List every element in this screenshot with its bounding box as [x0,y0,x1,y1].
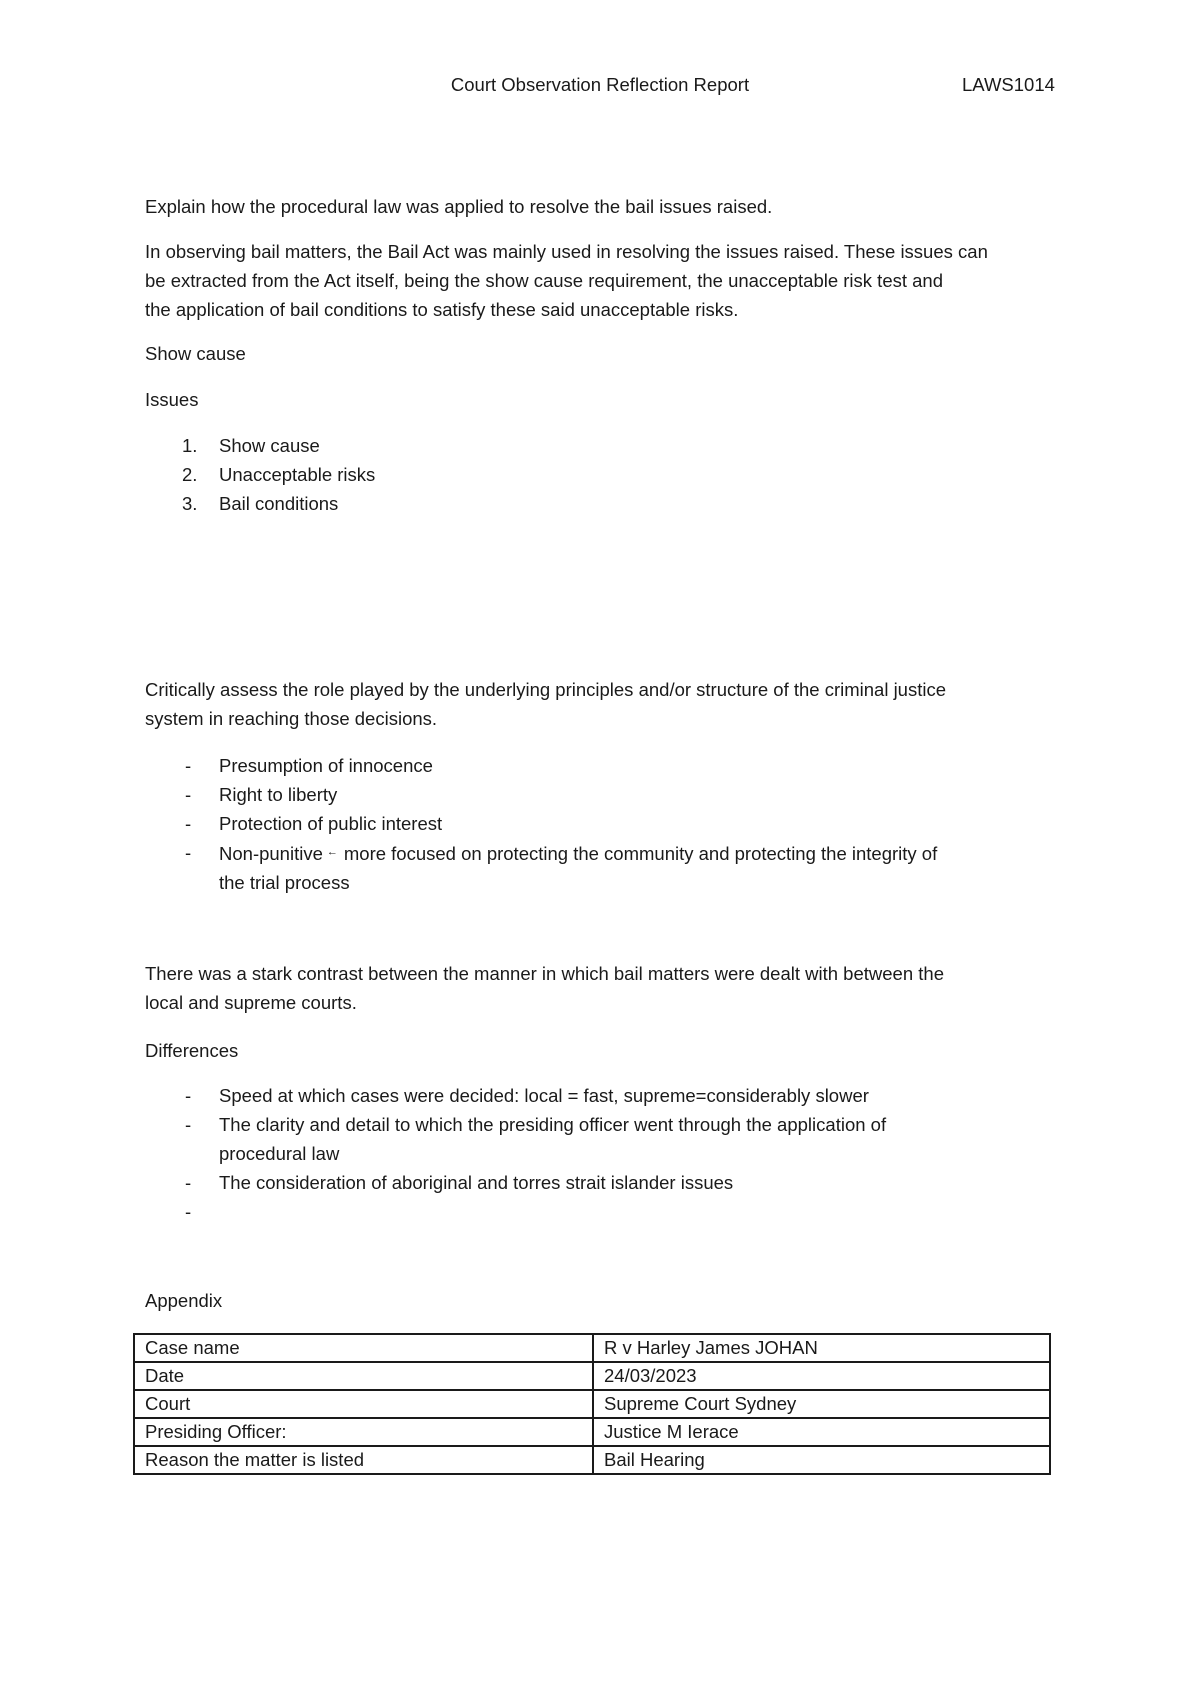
list-item-empty [145,1197,1065,1226]
list-item [145,751,1065,780]
list-item [145,809,1065,838]
list-item [145,431,1065,460]
dash-marker: - [185,1114,192,1135]
list-number: 3. [182,493,198,514]
list-item-text: Speed at which cases were decided: local = fast, supreme=considerably slower [219,1085,869,1106]
list-item-continuation: the trial process [219,872,350,893]
dash-marker: - [185,1201,192,1222]
appendix-label: Appendix [145,1290,223,1311]
list-item-text: Bail conditions [219,493,339,514]
dash-marker: - [185,1085,192,1106]
paragraph-line: local and supreme courts. [145,992,357,1013]
dash-marker: - [185,1172,192,1193]
course-code: LAWS1014 [962,74,1055,95]
table-cell-value: Supreme Court Sydney [593,1390,1050,1418]
list-number: 2. [182,464,198,485]
list-item-text: Non-punitive [219,843,323,864]
list-item-text: Protection of public interest [219,813,443,834]
list-item [145,780,1065,809]
issues-list [145,431,1065,518]
section-procedural-law [145,192,1065,221]
paragraph-line: There was a stark contrast between the manner in which bail matters were dealt with between the [145,963,944,984]
list-item [145,838,1065,897]
table-row [134,1390,1050,1418]
list-item-text: The clarity and detail to which the presiding officer went through the application of [219,1114,887,1135]
question-line: system in reaching those decisions. [145,708,438,729]
list-item-text [219,1201,224,1222]
paragraph-line: In observing bail matters, the Bail Act was mainly used in resolving the issues raised. These issues can [145,241,988,262]
table-cell-field: Reason the matter is listed [134,1446,593,1474]
contrast-paragraph [145,959,1065,1017]
list-item-text: Show cause [219,435,320,456]
appendix-table [133,1333,1051,1475]
dash-marker: - [185,784,192,805]
table-cell-field: Court [134,1390,593,1418]
list-item-text: Right to liberty [219,784,338,805]
left-arrow-icon: ← [326,846,338,858]
table-cell-field: Date [134,1362,593,1390]
header-title: Court Observation Reflection Report [450,74,750,95]
list-item [145,1110,1065,1168]
table-cell-field: Case name [134,1334,593,1362]
list-item-text: The consideration of aboriginal and torres strait islander issues [219,1172,734,1193]
question-line: Critically assess the role played by the underlying principles and/or structure of the criminal justice [145,679,947,700]
critical-assessment-question [145,675,1065,733]
question-heading: Explain how the procedural law was applied to resolve the bail issues raised. [145,196,773,217]
principles-list-container [145,751,1065,897]
differences-list-container [145,1081,1065,1226]
table-cell-value: Justice M Ierace [593,1418,1050,1446]
list-item [145,460,1065,489]
show-cause-label: Show cause [145,343,246,364]
principles-list [145,751,1065,897]
list-item-continuation: procedural law [219,1143,340,1164]
list-item-text: Unacceptable risks [219,464,376,485]
issues-list-container [145,431,1065,518]
issues-label: Issues [145,389,199,410]
list-item-text: more focused on protecting the community and protecting the integrity of [343,843,938,864]
differences-label: Differences [145,1040,239,1061]
list-item [145,489,1065,518]
differences-list [145,1081,1065,1226]
table-row [134,1418,1050,1446]
table-cell-value: 24/03/2023 [593,1362,1050,1390]
dash-marker: - [185,842,192,863]
intro-paragraph [145,237,1065,324]
list-item-text: Presumption of innocence [219,755,433,776]
paragraph-line: the application of bail conditions to satisfy these said unacceptable risks. [145,299,739,320]
table-row [134,1446,1050,1474]
list-item [145,1081,1065,1110]
list-item [145,1168,1065,1197]
dash-marker: - [185,755,192,776]
table-cell-field: Presiding Officer: [134,1418,593,1446]
table-cell-value: Bail Hearing [593,1446,1050,1474]
paragraph-line: be extracted from the Act itself, being the show cause requirement, the unacceptable risk test and [145,270,944,291]
list-number: 1. [182,435,198,456]
table-row [134,1362,1050,1390]
table-cell-value: R v Harley James JOHAN [593,1334,1050,1362]
dash-marker: - [185,813,192,834]
table-row [134,1334,1050,1362]
